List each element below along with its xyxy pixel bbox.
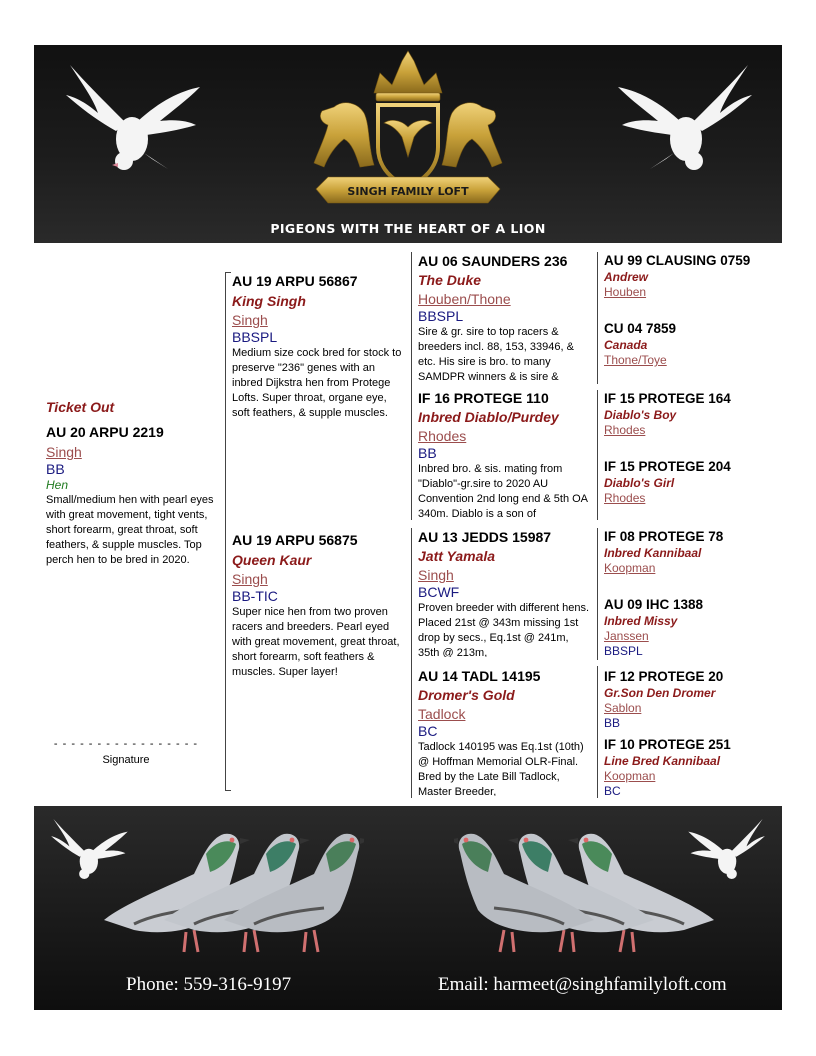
grandparent-color: BCWF — [418, 584, 460, 600]
great-grandparent — [604, 458, 782, 506]
grandparent-description: Sire & gr. sire to top racers & breeders incl. 88, 153, 33946, & etc. His sire is bro. to many SAMDPR winners & is sire & — [418, 326, 574, 381]
phone-number: Phone: 559-316-9197 — [126, 974, 292, 995]
subject-sex: Hen — [46, 478, 69, 492]
great-grandparent — [604, 320, 782, 368]
connector-line — [597, 390, 598, 520]
crest-logo — [304, 47, 512, 217]
great-grandparent — [604, 596, 782, 658]
grandparent-description: Proven breeder with different hens. Placed 21st @ 343m missing 1st drop by secs., Eq.1st @ 241m, 35th @ 213m, — [418, 602, 590, 657]
dove-icon — [64, 61, 204, 181]
granddam-dam-side — [418, 668, 590, 796]
ggp-breeder: Janssen — [604, 629, 649, 643]
grandparent-color: BB — [418, 445, 437, 461]
sire-name: King Singh — [232, 293, 306, 309]
connector-line — [597, 666, 598, 798]
header-banner — [34, 45, 782, 243]
grandparent-color: BBSPL — [418, 308, 464, 324]
ggp-band: IF 10 PROTEGE 251 — [604, 737, 731, 752]
signature-area — [46, 738, 206, 766]
ggp-breeder: Houben — [604, 285, 647, 299]
connector-line — [225, 272, 231, 273]
dam-color: BB-TIC — [232, 588, 278, 604]
grandparent-band: AU 14 TADL 14195 — [418, 668, 541, 684]
ggp-band: IF 12 PROTEGE 20 — [604, 669, 724, 684]
grandparent-band: AU 06 SAUNDERS 236 — [418, 253, 568, 269]
dove-icon — [614, 61, 754, 181]
ggp-band: AU 99 CLAUSING 0759 — [604, 253, 751, 268]
logo-text: SINGH FAMILY LOFT — [347, 185, 469, 198]
grandsire-sire-side — [418, 253, 590, 381]
connector-line — [411, 252, 412, 520]
subject-breeder: Singh — [46, 444, 82, 460]
ggp-breeder: Sablon — [604, 701, 642, 715]
ggp-breeder: Koopman — [604, 561, 656, 575]
ggp-name: Andrew — [604, 270, 649, 284]
pigeon-illustration — [454, 814, 724, 964]
signature-line: - - - - - - - - - - - - - - - - - — [53, 738, 199, 750]
connector-line — [411, 528, 412, 798]
ggp-name: Diablo's Boy — [604, 408, 677, 422]
grandparent-color: BC — [418, 723, 438, 739]
connector-line — [597, 528, 598, 660]
great-grandparent — [604, 252, 782, 300]
great-grandparent — [604, 736, 782, 798]
subject-color: BB — [46, 461, 65, 477]
pigeon-illustration — [94, 814, 364, 964]
connector-line — [225, 272, 226, 790]
ggp-color: BB — [604, 716, 621, 730]
great-grandparent — [604, 528, 782, 576]
ggp-breeder: Thone/Toye — [604, 353, 667, 367]
grandparent-breeder: Houben/Thone — [418, 291, 511, 307]
subject-label: Ticket Out — [46, 399, 115, 415]
dam-breeder: Singh — [232, 571, 268, 587]
ggp-name: Inbred Kannibaal — [604, 546, 702, 560]
subject-bird — [46, 398, 214, 568]
ggp-color: BBSPL — [604, 644, 643, 658]
grandparent-band: IF 16 PROTEGE 110 — [418, 390, 549, 406]
tagline: PIGEONS WITH THE HEART OF A LION — [270, 221, 546, 236]
ggp-breeder: Rhodes — [604, 423, 646, 437]
signature-label: Signature — [102, 754, 150, 766]
grandparent-name: Jatt Yamala — [418, 548, 496, 564]
sire-color: BBSPL — [232, 329, 278, 345]
ggp-color: BC — [604, 784, 621, 798]
grandparent-description: Inbred bro. & sis. mating from "Diablo"-gr.sire to 2020 AU Convention 2nd long end & 5th OA 340m. Diablo is a son of — [418, 463, 588, 518]
great-grandparent — [604, 390, 782, 438]
footer-banner — [34, 806, 782, 1010]
dam-bird — [232, 532, 402, 680]
sire-breeder: Singh — [232, 312, 268, 328]
granddam-sire-side — [418, 390, 590, 518]
subject-description: Small/medium hen with pearl eyes with great movement, tight vents, short forearm, great throat, soft feathers, & supple muscles. Top perch hen to be bred in 2020. — [46, 494, 214, 566]
dam-name: Queen Kaur — [232, 552, 312, 568]
grandparent-breeder: Singh — [418, 567, 454, 583]
grandparent-description: Tadlock 140195 was Eq.1st (10th) @ Hoffman Memorial OLR-Final. Bred by the Late Bill Tadlock, Master Breeder, — [418, 741, 584, 796]
dam-description: Super nice hen from two proven racers and breeders. Pearl eyed with great movement, great throat, short forearm, soft feathers & muscles. Super layer! — [232, 606, 400, 678]
ggp-name: Canada — [604, 338, 648, 352]
ggp-name: Line Bred Kannibaal — [604, 754, 721, 768]
ggp-band: CU 04 7859 — [604, 321, 677, 336]
subject-band: AU 20 ARPU 2219 — [46, 424, 164, 440]
dam-band: AU 19 ARPU 56875 — [232, 532, 358, 548]
ggp-name: Gr.Son Den Dromer — [604, 686, 716, 700]
sire-description: Medium size cock bred for stock to preserve "236" genes with an inbred Dijkstra hen from Protege Lofts. Super throat, organe eye, soft feathers, & supple muscles. — [232, 347, 402, 419]
great-grandparent — [604, 668, 782, 730]
email-address[interactable]: Email: harmeet@singhfamilyloft.com — [438, 974, 727, 995]
sire-bird — [232, 273, 402, 421]
ggp-band: IF 15 PROTEGE 204 — [604, 459, 731, 474]
ggp-name: Diablo's Girl — [604, 476, 675, 490]
sire-band: AU 19 ARPU 56867 — [232, 273, 358, 289]
grandparent-breeder: Tadlock — [418, 706, 466, 722]
grandparent-band: AU 13 JEDDS 15987 — [418, 529, 552, 545]
grandparent-name: Inbred Diablo/Purdey — [418, 409, 559, 425]
ggp-breeder: Rhodes — [604, 491, 646, 505]
grandparent-name: The Duke — [418, 272, 482, 288]
ggp-breeder: Koopman — [604, 769, 656, 783]
ggp-band: IF 15 PROTEGE 164 — [604, 391, 731, 406]
ggp-band: IF 08 PROTEGE 78 — [604, 529, 724, 544]
ggp-name: Inbred Missy — [604, 614, 678, 628]
grandsire-dam-side — [418, 529, 590, 657]
connector-line — [225, 790, 231, 791]
grandparent-name: Dromer's Gold — [418, 687, 515, 703]
ggp-band: AU 09 IHC 1388 — [604, 597, 704, 612]
grandparent-breeder: Rhodes — [418, 428, 467, 444]
connector-line — [597, 252, 598, 384]
